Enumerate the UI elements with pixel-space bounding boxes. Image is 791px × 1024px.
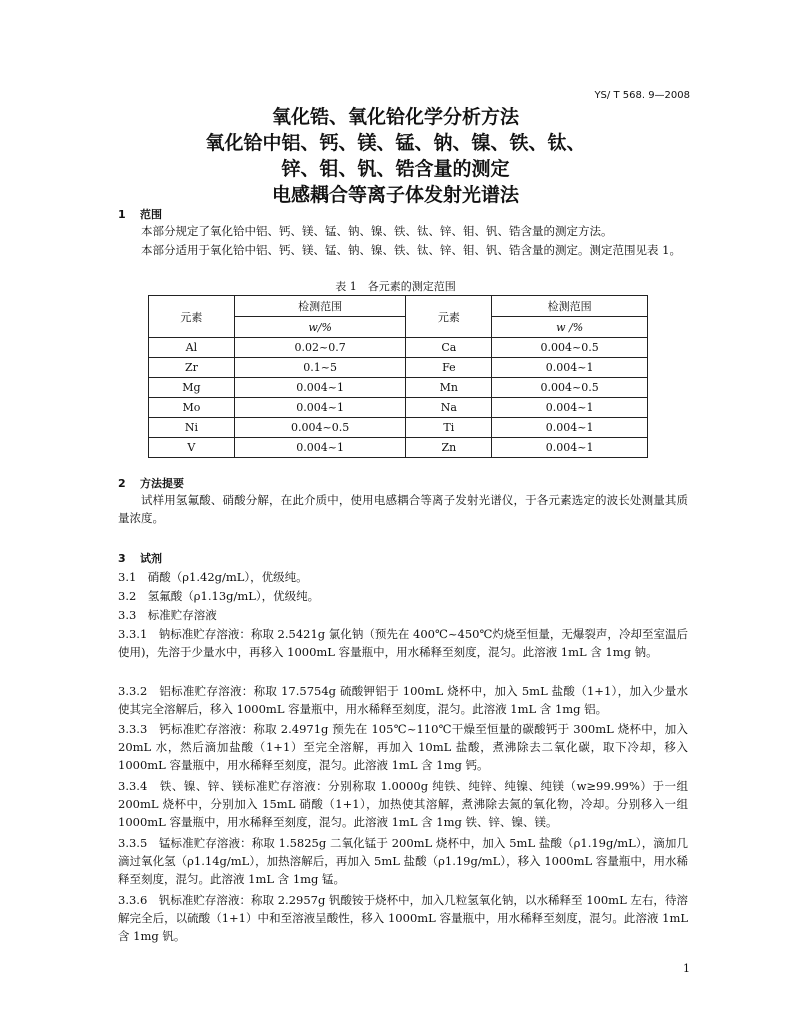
- cell: Zn: [406, 438, 492, 458]
- cell: 0.02~0.7: [234, 338, 406, 358]
- cell: 0.004~1: [234, 438, 406, 458]
- cell: Fe: [406, 358, 492, 378]
- standard-code: YS/ T 568. 9—2008: [594, 90, 690, 101]
- cell: 0.004~1: [234, 398, 406, 418]
- page-number: 1: [683, 962, 690, 975]
- section-title: 试剂: [140, 552, 162, 565]
- header-range: 检测范围: [492, 296, 648, 317]
- paragraph: 本部分适用于氧化铪中铝、钙、镁、锰、钠、镍、铁、钛、锌、钼、钒、锆含量的测定。测定范围见表 1。: [141, 243, 681, 257]
- paragraph: 3.3.2 铝标准贮存溶液：称取 17.5754g 硫酸钾铝于 100mL 烧杯中，加入 5mL 盐酸（1+1），加入少量水使其完全溶解后，移入 1000mL 容量瓶中，用水稀释至刻度，混匀。此溶液 1mL 含 1mg 铝。: [118, 684, 688, 716]
- cell: Zr: [149, 358, 235, 378]
- section-3-heading: [118, 550, 162, 566]
- cell: Ti: [406, 418, 492, 438]
- cell: 0.1~5: [234, 358, 406, 378]
- cell: Na: [406, 398, 492, 418]
- header-element: 元素: [406, 296, 492, 338]
- table-row: [149, 418, 648, 438]
- section-number: 3: [118, 552, 126, 565]
- header-range: 检测范围: [234, 296, 406, 317]
- table-row: [149, 338, 648, 358]
- header-unit: w /%: [492, 317, 648, 338]
- cell: 0.004~1: [492, 418, 648, 438]
- table-caption: 表 1 各元素的测定范围: [335, 280, 456, 293]
- section-number: 1: [118, 208, 126, 221]
- cell: 0.004~0.5: [492, 338, 648, 358]
- cell: 0.004~1: [492, 398, 648, 418]
- table-row: [149, 378, 648, 398]
- cell: 0.004~0.5: [492, 378, 648, 398]
- paragraph: 3.3.4 铁、镍、锌、镁标准贮存溶液：分别称取 1.0000g 纯铁、纯锌、纯镍、纯镁（w≥99.99%）于一组 200mL 烧杯中，分别加入 15mL 硝酸（1+1），加热使其溶解，煮沸除去氮的氧化物，冷却。分别移入一组 1000mL 容量瓶中，用水稀释至刻度，混匀。此溶液 1mL 含 1mg 铁、锌、镍、镁。: [118, 779, 688, 829]
- paragraph: 3.1 硝酸（ρ1.42g/mL），优级纯。: [118, 570, 308, 584]
- cell: 0.004~1: [492, 358, 648, 378]
- section-title: 范围: [140, 208, 162, 221]
- cell: V: [149, 438, 235, 458]
- cell: Al: [149, 338, 235, 358]
- paragraph: 3.2 氢氟酸（ρ1.13g/mL），优级纯。: [118, 589, 320, 603]
- cell: Ca: [406, 338, 492, 358]
- title-line-3: 锌、钼、钒、锆含量的测定: [281, 158, 510, 180]
- cell: Mn: [406, 378, 492, 398]
- table-row: [149, 398, 648, 418]
- title-line-4: 电感耦合等离子体发射光谱法: [271, 184, 519, 206]
- section-title: 方法提要: [140, 477, 184, 490]
- paragraph: 3.3 标准贮存溶液: [118, 608, 217, 622]
- paragraph: 3.3.1 钠标准贮存溶液：称取 2.5421g 氯化钠（预先在 400℃~450℃灼烧至恒量，无爆裂声，冷却至室温后使用)，先溶于少量水中，再移入 1000mL 容量瓶中，用水稀释至刻度，混匀。此溶液 1mL 含 1mg 钠。: [118, 627, 688, 659]
- paragraph: 3.3.6 钒标准贮存溶液：称取 2.2957g 钒酸铵于烧杯中，加入几粒氢氧化钠，以水稀释至 100mL 左右，待溶解完全后，以硫酸（1+1）中和至溶液呈酸性，移入 1000mL 容量瓶中，用水稀释至刻度，混匀。此溶液 1mL 含 1mg 钒。: [118, 893, 688, 943]
- paragraph: 本部分规定了氧化铪中铝、钙、镁、锰、钠、镍、铁、钛、锌、钼、钒、锆含量的测定方法。: [141, 224, 613, 238]
- header-element: 元素: [149, 296, 235, 338]
- section-1-heading: [118, 206, 162, 222]
- cell: Ni: [149, 418, 235, 438]
- cell: Mo: [149, 398, 235, 418]
- detection-range-table: [148, 295, 648, 458]
- header-unit: w/%: [234, 317, 406, 338]
- paragraph: 3.3.3 钙标准贮存溶液：称取 2.4971g 预先在 105℃~110℃干燥至恒量的碳酸钙于 300mL 烧杯中，加入 20mL 水，然后滴加盐酸（1+1）至完全溶解，再加入 10mL 盐酸，煮沸除去二氧化碳，取下冷却，移入 1000mL 容量瓶中，用水稀释至刻度，混匀。此溶液 1mL 含 1mg 钙。: [118, 722, 688, 772]
- title-line-1: 氧化锆、氧化铪化学分析方法: [271, 106, 519, 128]
- document-title: [0, 104, 791, 208]
- table-row: [149, 358, 648, 378]
- cell: 0.004~1: [234, 378, 406, 398]
- cell: 0.004~1: [492, 438, 648, 458]
- cell: Mg: [149, 378, 235, 398]
- title-line-2: 氧化铪中铝、钙、镁、锰、钠、镍、铁、钛、: [205, 132, 586, 154]
- cell: 0.004~0.5: [234, 418, 406, 438]
- paragraph: 试样用氢氟酸、硝酸分解，在此介质中，使用电感耦合等离子发射光谱仪，于各元素选定的波长处测量其质量浓度。: [118, 493, 688, 525]
- table-row: [149, 438, 648, 458]
- section-number: 2: [118, 477, 126, 490]
- section-2-heading: [118, 475, 184, 491]
- paragraph: 3.3.5 锰标准贮存溶液：称取 1.5825g 二氧化锰于 200mL 烧杯中，加入 5mL 盐酸（ρ1.19g/mL），滴加几滴过氧化氢（ρ1.14g/mL），加热溶解后，再加入 5mL 盐酸（ρ1.19g/mL），移入 1000mL 容量瓶中，用水稀释至刻度，混匀。此溶液 1mL 含 1mg 锰。: [118, 836, 688, 886]
